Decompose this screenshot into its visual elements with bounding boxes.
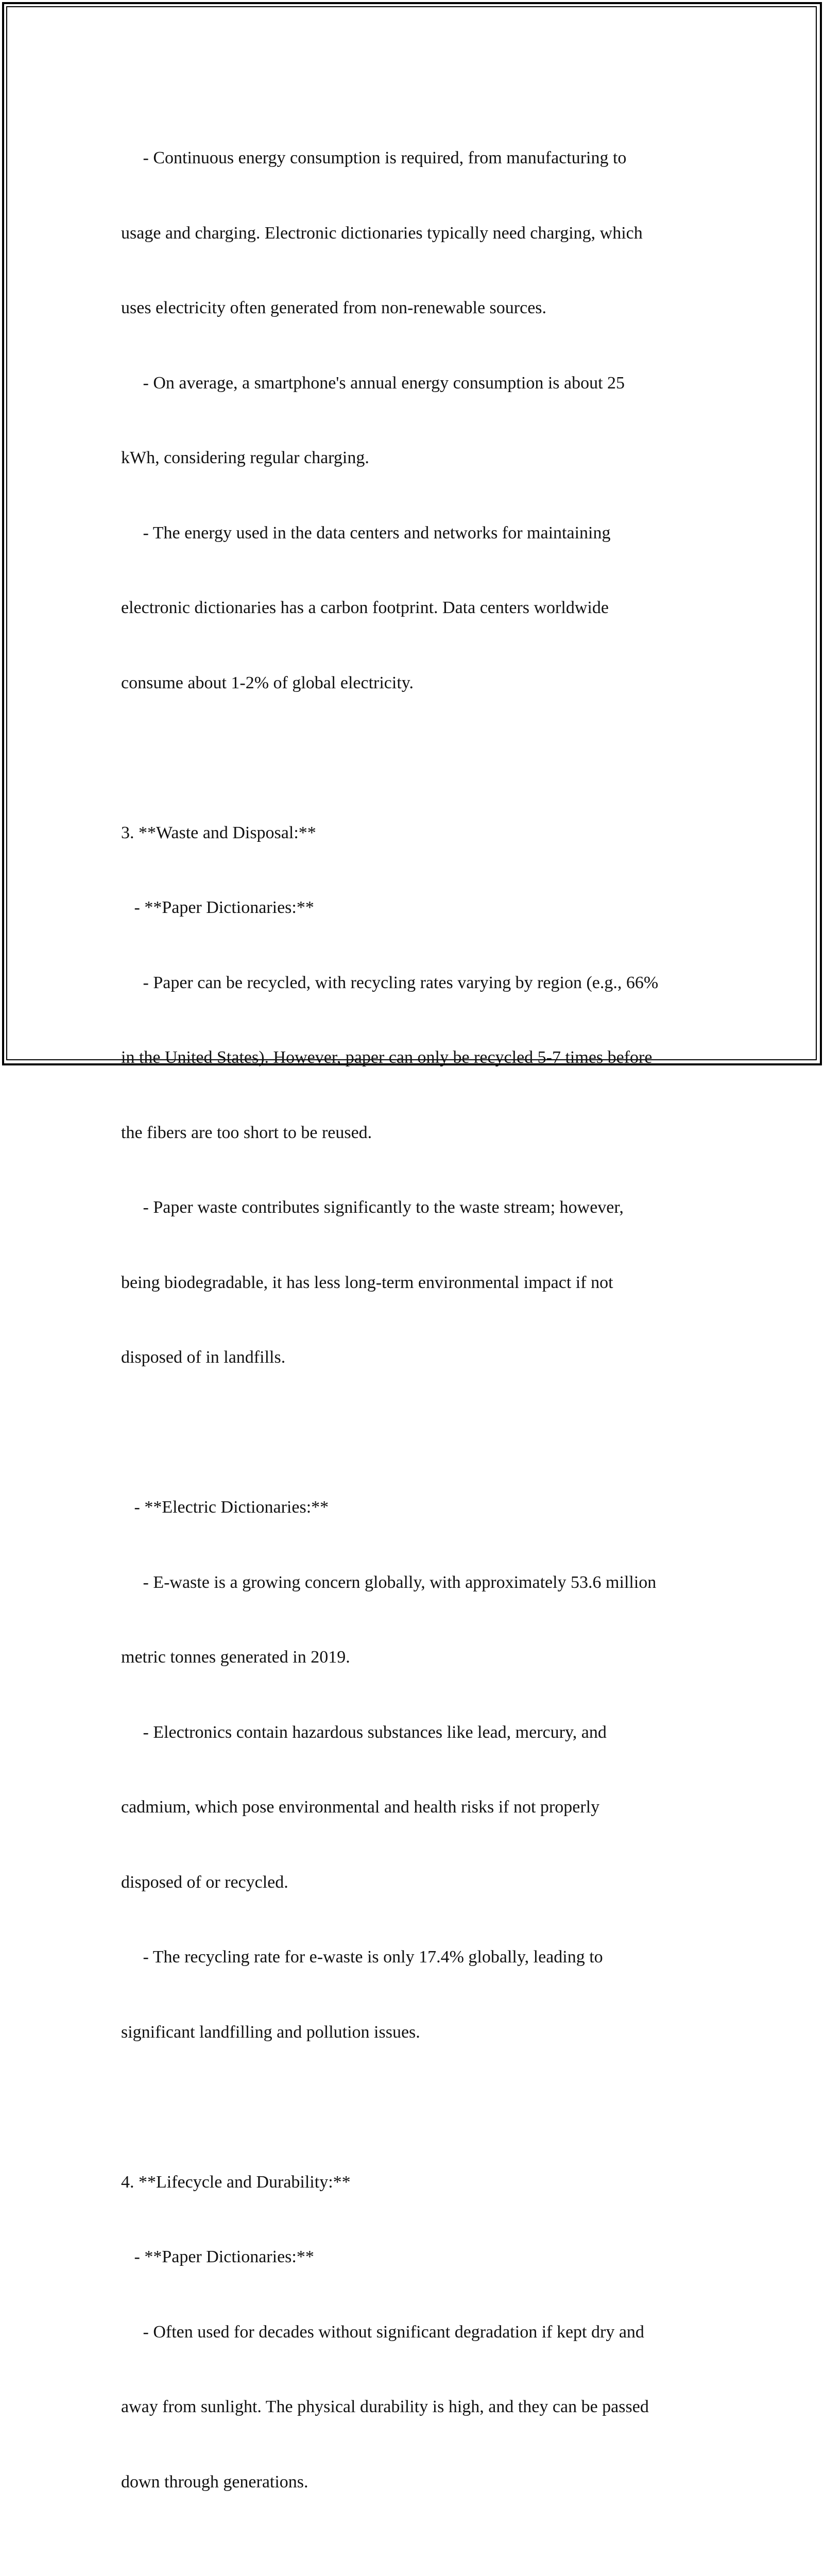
blank-line bbox=[121, 1420, 713, 1446]
text-line: - Paper waste contributes significantly to the waste stream; however, bbox=[121, 1198, 624, 1217]
text-line: - The recycling rate for e-waste is only 17.4% globally, leading to bbox=[121, 1947, 603, 1967]
text-line: - E-waste is a growing concern globally, with approximately 53.6 million bbox=[121, 1572, 657, 1592]
text-line: - Paper can be recycled, with recycling rates varying by region (e.g., 66% bbox=[121, 973, 659, 992]
subsection-heading: - **Electric Dictionaries:** bbox=[121, 1498, 329, 1517]
text-line: metric tonnes generated in 2019. bbox=[121, 1648, 350, 1667]
text-line: - The energy used in the data centers and networks for maintaining bbox=[121, 523, 611, 543]
text-line: significant landfilling and pollution issues. bbox=[121, 2022, 420, 2042]
blank-line bbox=[121, 2545, 713, 2570]
text-line: - Electronics contain hazardous substances like lead, mercury, and bbox=[121, 1722, 607, 1742]
text-line: consume about 1-2% of global electricity. bbox=[121, 673, 414, 692]
text-line: cadmium, which pose environmental and health risks if not properly bbox=[121, 1798, 600, 1817]
text-line: disposed of in landfills. bbox=[121, 1348, 286, 1367]
blank-line bbox=[121, 2095, 713, 2120]
subsection-heading: - **Paper Dictionaries:** bbox=[121, 898, 314, 917]
text-line: electronic dictionaries has a carbon footprint. Data centers worldwide bbox=[121, 598, 609, 617]
text-line: uses electricity often generated from non-renewable sources. bbox=[121, 298, 547, 317]
text-line: - Often used for decades without significant degradation if kept dry and bbox=[121, 2322, 644, 2342]
subsection-heading: - **Paper Dictionaries:** bbox=[121, 2247, 314, 2266]
text-line: - Continuous energy consumption is required, from manufacturing to bbox=[121, 148, 627, 167]
text-line: kWh, considering regular charging. bbox=[121, 448, 369, 467]
text-line: away from sunlight. The physical durability is high, and they can be passed bbox=[121, 2397, 649, 2416]
blank-line bbox=[121, 745, 713, 771]
text-line: - On average, a smartphone's annual energy consumption is about 25 bbox=[121, 373, 625, 393]
text-line: in the United States). However, paper can only be recycled 5-7 times before bbox=[121, 1048, 653, 1067]
text-line: down through generations. bbox=[121, 2472, 308, 2492]
text-line: being biodegradable, it has less long-term environmental impact if not bbox=[121, 1273, 613, 1292]
section-heading: 3. **Waste and Disposal:** bbox=[121, 823, 316, 842]
document-body bbox=[121, 96, 713, 2576]
text-line: disposed of or recycled. bbox=[121, 1872, 288, 1892]
section-heading: 4. **Lifecycle and Durability:** bbox=[121, 2172, 351, 2192]
text-line: the fibers are too short to be reused. bbox=[121, 1123, 372, 1142]
text-line: usage and charging. Electronic dictionaries typically need charging, which bbox=[121, 223, 643, 243]
